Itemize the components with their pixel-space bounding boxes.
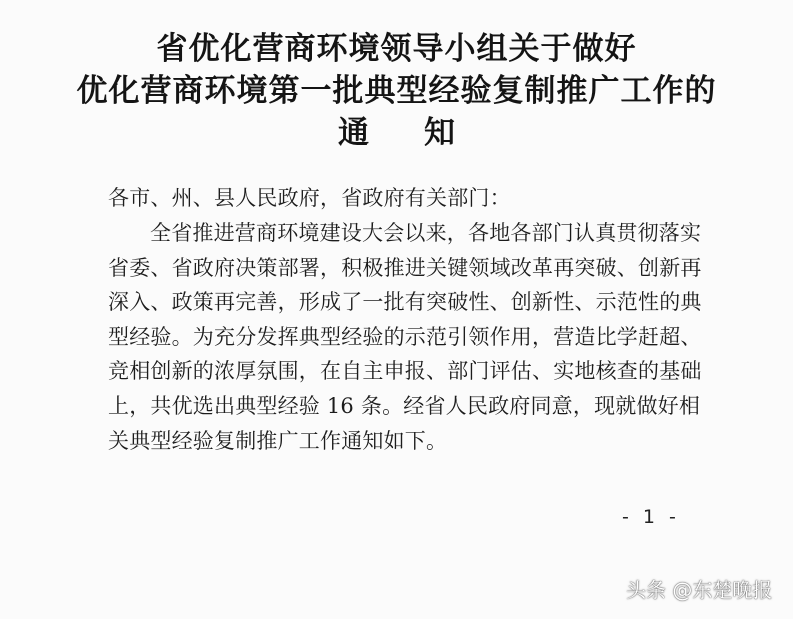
document-title-line-3: 通知 (338, 115, 510, 151)
body-line: 型经验。为充分发挥典型经验的示范引领作用，营造比学赶超、 (108, 324, 702, 349)
page-number: - 1 - (622, 506, 680, 528)
body-line: 关典型经验复制推广工作通知如下。 (108, 428, 448, 453)
document-title-line-2: 优化营商环境第一批典型经验复制推广工作的 (76, 73, 717, 109)
body-paragraph (108, 216, 702, 458)
body-line: 深入、政策再完善，形成了一批有突破性、创新性、示范性的典 (108, 290, 702, 315)
source-watermark: 头条 @东楚晚报 (626, 578, 773, 602)
body-line: 上，共优选出典型经验 16 条。经省人民政府同意，现就做好相 (108, 393, 701, 418)
body-line: 竞相创新的浓厚氛围，在自主申报、部门评估、实地核查的基础 (108, 359, 702, 384)
body-line: 省委、省政府决策部署，积极推进关键领域改革再突破、创新再 (108, 255, 702, 280)
salutation: 各市、州、县人民政府，省政府有关部门： (108, 186, 511, 210)
document-title-line-1: 省优化营商环境领导小组关于做好 (156, 31, 637, 67)
body-line: 全省推进营商环境建设大会以来，各地各部门认真贯彻落实 (150, 221, 702, 245)
